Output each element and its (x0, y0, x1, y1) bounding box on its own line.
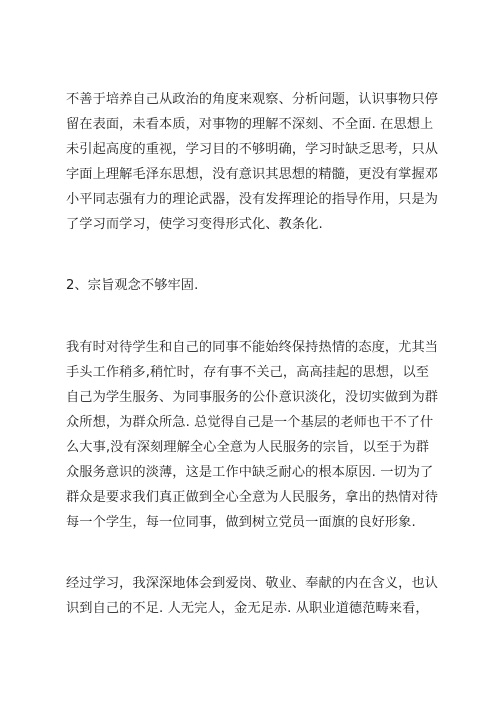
paragraph-2-line-8: 每一个学生，每一位同事，做到树立党员一面旗的良好形象. (66, 515, 416, 530)
paragraph-1-line-3: 未引起高度的重视，学习目的不够明确，学习时缺乏思考，只从 (66, 142, 439, 157)
paragraph-1-line-6: 了学习而学习，使学习变得形式化、教条化. (66, 217, 323, 232)
paragraph-2-line-1: 我有时对待学生和自己的同事不能始终保持热情的态度，尤其当 (66, 340, 439, 355)
paragraph-2-line-7: 群众是要求我们真正做到全心全意为人民服务，拿出的热情对待 (66, 490, 439, 505)
paragraph-2-line-2: 手头工作稍多,稍忙时，存有事不关己，高高挂起的思想，以至 (66, 365, 430, 380)
paragraph-1-line-5: 小平同志强有力的理论武器，没有发挥理论的指导作用，只是为 (66, 192, 439, 207)
paragraph-1-line-2: 留在表面，未看本质，对事物的理解不深刻、不全面. 在思想上 (66, 117, 434, 132)
paragraph-1-line-4: 字面上理解毛泽东思想，没有意识其思想的精髓，更没有掌握邓 (66, 167, 439, 182)
paragraph-2-line-3: 自己为学生服务、为同事服务的公仆意识淡化，没切实做到为群 (66, 390, 439, 405)
section-heading-2: 2、宗旨观念不够牢固. (66, 278, 199, 293)
paragraph-2-line-6: 众服务意识的淡薄，这是工作中缺乏耐心的根本原因. 一切为了 (66, 465, 434, 480)
paragraph-2-line-4: 众所想，为群众所急. 总觉得自己是一个基层的老师也干不了什 (66, 415, 434, 430)
paragraph-1-line-1: 不善于培养自己从政治的角度来观察、分析问题，认识事物只停 (66, 92, 439, 107)
paragraph-2-line-5: 么大事,没有深刻理解全心全意为人民服务的宗旨，以至于为群 (66, 440, 430, 455)
paragraph-3-line-2: 识到自己的不足. 人无完人，金无足赤. 从职业道德范畴来看， (66, 601, 429, 616)
paragraph-3-line-1: 经过学习，我深深地体会到爱岗、敬业、奉献的内在含义，也认 (66, 576, 439, 591)
